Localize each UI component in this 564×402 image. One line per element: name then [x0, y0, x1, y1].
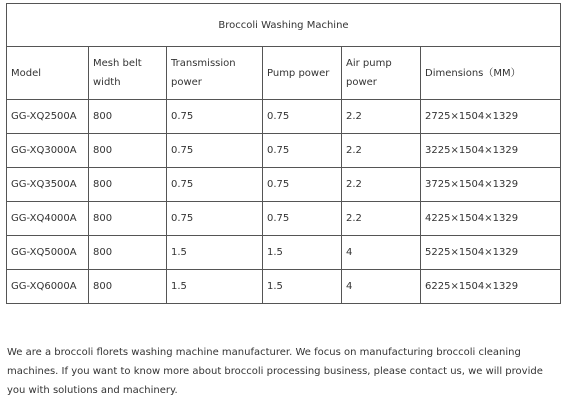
cell-transmission-power: 1.5	[167, 236, 263, 270]
cell-air-pump-power: 2.2	[342, 100, 421, 134]
cell-model: GG-XQ3500A	[7, 168, 89, 202]
description-text: We are a broccoli florets washing machine manufacturer. We focus on manufacturing broccoli cleaning machines. If you want to know more about broccoli processing business, please contact us, we will provide you with solutions and machinery.	[7, 347, 543, 396]
cell-transmission-power: 1.5	[167, 270, 263, 304]
cell-air-pump-power: 4	[342, 270, 421, 304]
spec-table	[6, 3, 561, 304]
cell-air-pump-power: 4	[342, 236, 421, 270]
header-air-pump-power: Air pump power	[342, 47, 421, 100]
cell-dimensions: 4225×1504×1329	[421, 202, 561, 236]
cell-pump-power: 0.75	[263, 100, 342, 134]
cell-pump-power: 0.75	[263, 134, 342, 168]
header-dimensions: Dimensions（MM）	[421, 47, 561, 100]
cell-dimensions: 6225×1504×1329	[421, 270, 561, 304]
cell-air-pump-power: 2.2	[342, 202, 421, 236]
header-transmission-power: Transmission power	[167, 47, 263, 100]
table-title: Broccoli Washing Machine	[7, 4, 561, 47]
table-row	[7, 270, 561, 304]
cell-transmission-power: 0.75	[167, 100, 263, 134]
table-row	[7, 134, 561, 168]
cell-pump-power: 0.75	[263, 168, 342, 202]
cell-model: GG-XQ3000A	[7, 134, 89, 168]
cell-dimensions: 2725×1504×1329	[421, 100, 561, 134]
cell-model: GG-XQ6000A	[7, 270, 89, 304]
cell-model: GG-XQ5000A	[7, 236, 89, 270]
cell-mesh-belt-width: 800	[89, 202, 167, 236]
cell-dimensions: 3225×1504×1329	[421, 134, 561, 168]
cell-transmission-power: 0.75	[167, 168, 263, 202]
cell-dimensions: 5225×1504×1329	[421, 236, 561, 270]
table-row	[7, 236, 561, 270]
header-model: Model	[7, 47, 89, 100]
table-row	[7, 168, 561, 202]
cell-model: GG-XQ4000A	[7, 202, 89, 236]
table-row	[7, 100, 561, 134]
header-mesh-belt-width: Mesh belt width	[89, 47, 167, 100]
cell-pump-power: 1.5	[263, 236, 342, 270]
table-title-row	[7, 4, 561, 47]
cell-mesh-belt-width: 800	[89, 270, 167, 304]
table-row	[7, 202, 561, 236]
cell-mesh-belt-width: 800	[89, 236, 167, 270]
cell-model: GG-XQ2500A	[7, 100, 89, 134]
cell-pump-power: 1.5	[263, 270, 342, 304]
cell-air-pump-power: 2.2	[342, 134, 421, 168]
header-pump-power: Pump power	[263, 47, 342, 100]
cell-dimensions: 3725×1504×1329	[421, 168, 561, 202]
cell-transmission-power: 0.75	[167, 202, 263, 236]
cell-air-pump-power: 2.2	[342, 168, 421, 202]
table-header-row	[7, 47, 561, 100]
cell-mesh-belt-width: 800	[89, 100, 167, 134]
cell-mesh-belt-width: 800	[89, 134, 167, 168]
cell-transmission-power: 0.75	[167, 134, 263, 168]
cell-mesh-belt-width: 800	[89, 168, 167, 202]
cell-pump-power: 0.75	[263, 202, 342, 236]
